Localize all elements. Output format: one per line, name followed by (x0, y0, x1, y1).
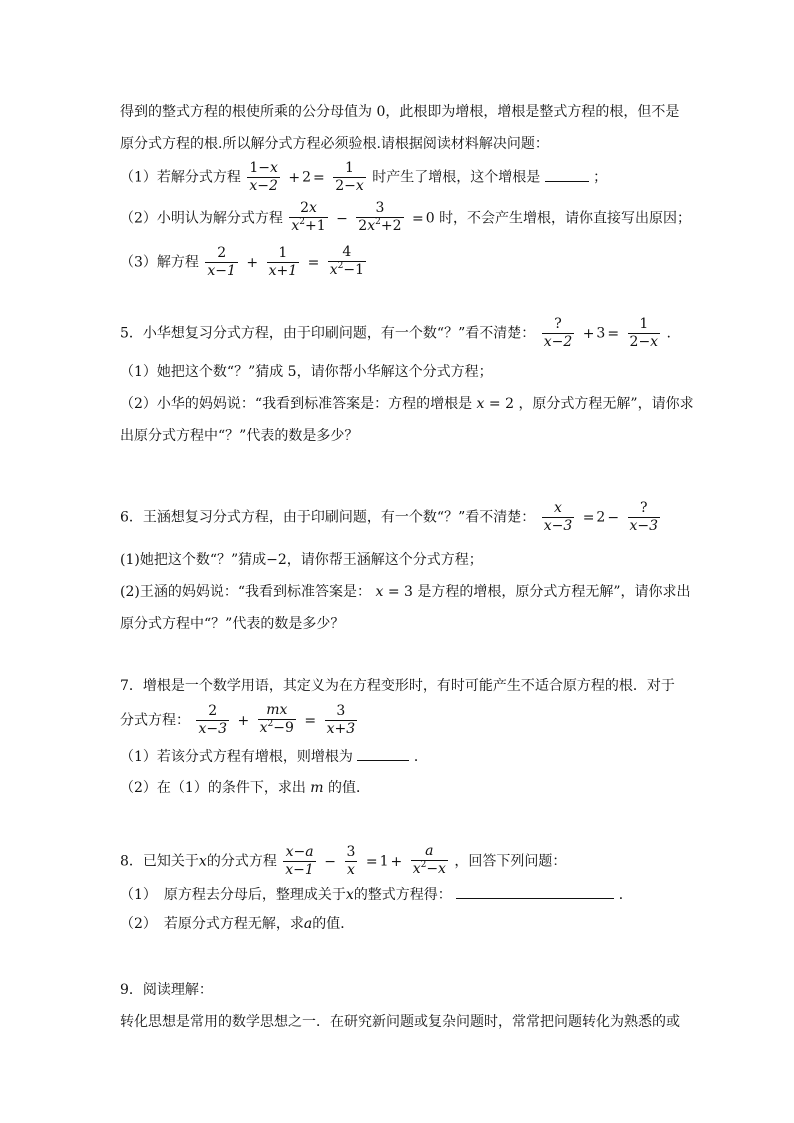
q6-part1: (1)她把这个数“？”猜成−2，请你帮王涵解这个分式方程； (120, 552, 483, 568)
fraction: $\frac{1}{x+1}$ (268, 245, 298, 279)
q4-part1: （1）若解分式方程 $\frac{1-x}{x-2}$ + 2 = $\frac{1}{2-x}$ 时产生了增根，这个增根是 ； (120, 160, 608, 194)
q4-p3-prefix: （3）解方程 (120, 254, 199, 271)
intro-line-1: 得到的整式方程的根使所乘的公分母值为 0，此根即为增根，增根是整式方程的根，但不是 (120, 104, 680, 120)
q4-part2: （2）小明认为解分式方程 $\frac{2x}{x^2+1}$ − $\frac{3}{2x^2+2}$ = 0 时，不会产生增根，请你直接写出原因； (120, 200, 691, 237)
q7-part1: （1）若该分式方程有增根，则增根为 ． (120, 746, 428, 767)
q4-part3: （3）解方程 $\frac{2}{x-1}$ + $\frac{1}{x+1}$ = $\frac{4}{x^2-1}$ (120, 244, 365, 279)
q4-p1-suffix: 时产生了增根，这个增根是 (372, 169, 541, 186)
fraction: $\frac{4}{x^2-1}$ (328, 244, 366, 281)
fraction: $\frac{3}{x}$ (346, 844, 356, 878)
fraction: $\frac{1}{2-x}$ (335, 160, 364, 194)
fraction: $\frac{x}{x-3}$ (543, 500, 573, 534)
answer-blank[interactable] (357, 746, 409, 761)
intro-line-2: 原分式方程的根.所以解分式方程必须验根.请根据阅读材料解决问题： (120, 136, 549, 152)
fraction: $\frac{2}{x-3}$ (198, 703, 227, 737)
fraction: $\frac{?}{x-3}$ (629, 500, 659, 534)
q4-p2-prefix: （2）小明认为解分式方程 (120, 210, 283, 227)
fraction: $\frac{3}{2x^2+2}$ (356, 200, 403, 237)
q8-part2: （2） 若原分式方程无解，求a的值． (120, 916, 355, 932)
q4-p2-suffix: 时，不会产生增根，请你直接写出原因； (439, 210, 692, 227)
fraction: $\frac{x-a}{x-1}$ (285, 844, 314, 878)
q7-part2: （2）在（1）的条件下，求出 m 的值． (120, 780, 371, 796)
fraction: $\frac{?}{x-2}$ (543, 316, 573, 350)
fraction: $\frac{1-x}{x-2}$ (249, 160, 278, 194)
q5-part1: （1）她把这个数“？”猜成 5，请你帮小华解这个分式方程； (120, 364, 493, 380)
answer-blank[interactable] (545, 167, 589, 182)
q6-stem: 6．王涵想复习分式方程，由于印刷问题，有一个数“？”看不清楚： $\frac{x}{x-3}$ = 2 − $\frac{?}{x-3}$ (120, 500, 659, 534)
q9-title: 9．阅读理解： (120, 982, 213, 998)
q5-stem: 5．小华想复习分式方程，由于印刷问题，有一个数“？”看不清楚： $\frac{?}{x-2}$ + 3 = $\frac{1}{2-x}$ . (120, 316, 671, 350)
q4-p1-prefix: （1）若解分式方程 (120, 169, 241, 186)
fraction: $\frac{a}{x^2-x}$ (411, 843, 448, 880)
q7-stem: 7．增根是一个数学用语，其定义为在方程变形时，有时可能产生不适合原方程的根．对于 (120, 678, 675, 694)
fraction: $\frac{2}{x-1}$ (207, 245, 236, 279)
fraction: $\frac{3}{x+3}$ (326, 703, 356, 737)
fraction: $\frac{1}{2-x}$ (629, 316, 659, 350)
q7-equation: 分式方程： $\frac{2}{x-3}$ + $\frac{mx}{x^2-9}$ = $\frac{3}{x+3}$ (120, 702, 356, 737)
answer-blank[interactable] (456, 884, 614, 899)
q8-part1: （1） 原方程去分母后，整理成关于x的整式方程得： ． (120, 884, 633, 905)
q9-line1: 转化思想是常用的数学思想之一．在研究新问题或复杂问题时，常常把问题转化为熟悉的或 (120, 1014, 680, 1030)
fraction: $\frac{2x}{x^2+1}$ (289, 200, 327, 237)
fraction: $\frac{mx}{x^2-9}$ (258, 702, 296, 739)
q6-part2: (2)王涵的妈妈说：“我看到标准答案是： x = 3 是方程的增根，原分式方程无解”，请你求出 (120, 584, 691, 600)
q8-stem: 8．已知关于x的分式方程 $\frac{x-a}{x-1}$ − $\frac{3}{x}$ = 1 + $\frac{a}{x^2-x}$ ，回答下列问题： (120, 843, 567, 878)
q6-part2-line2: 原分式方程中“？”代表的数是多少？ (120, 616, 345, 632)
q5-part2: （2）小华的妈妈说：“我看到标准答案是：方程的增根是 x = 2 ，原分式方程无解”，请你求 (120, 396, 694, 412)
q5-part2-line2: 出原分式方程中“？”代表的数是多少？ (120, 428, 359, 444)
